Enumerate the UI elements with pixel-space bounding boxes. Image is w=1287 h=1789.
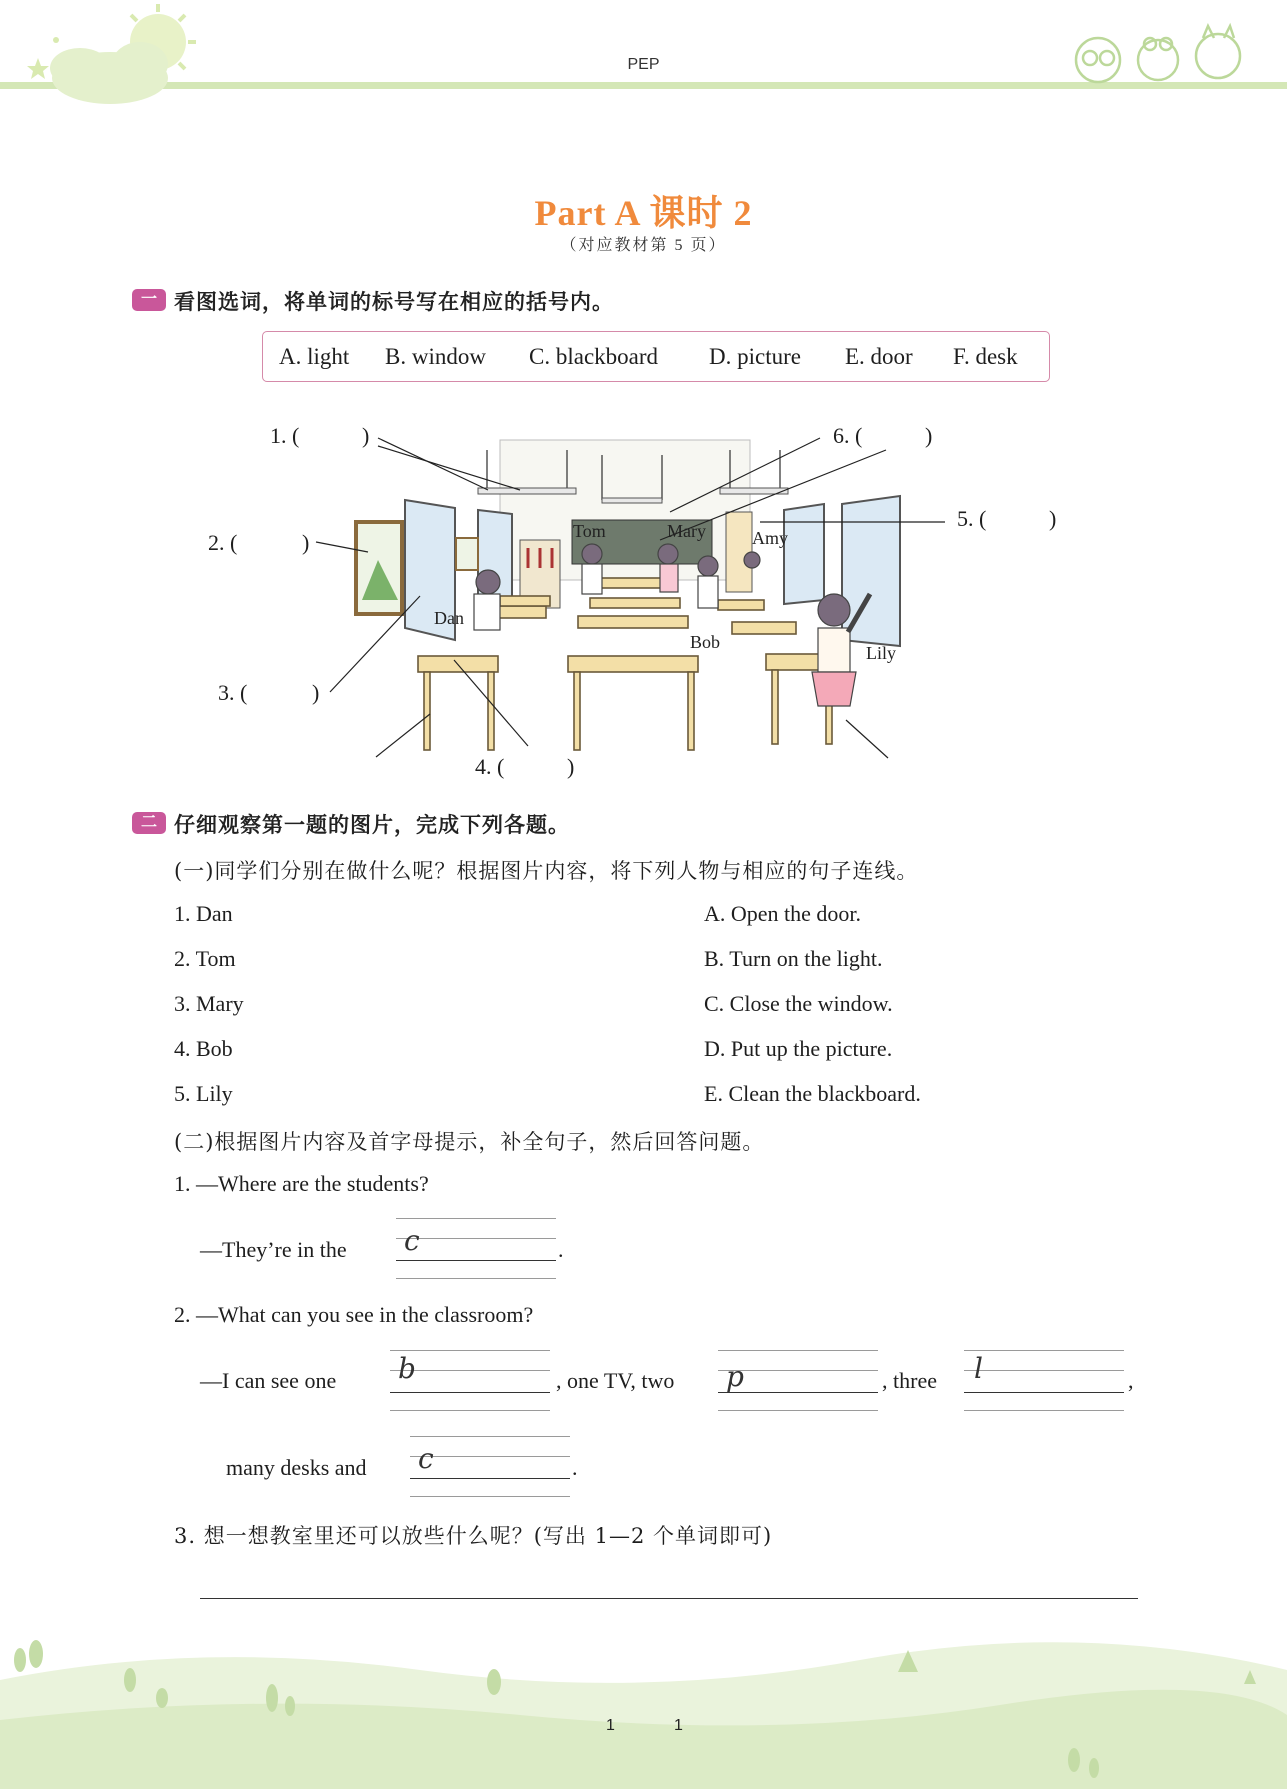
blank-5-close: ) <box>1049 506 1057 531</box>
light-fixture <box>602 498 662 503</box>
word-option: A. light <box>279 344 350 369</box>
person-item: 2. Tom <box>174 946 236 971</box>
word-option: F. desk <box>953 344 1018 369</box>
comma: , <box>1128 1368 1134 1393</box>
question-3: 3. 想一想教室里还可以放些什么呢？(写出 1—2 个单词即可) <box>174 1524 773 1548</box>
period: . <box>572 1455 578 1480</box>
person-item: 5. Lily <box>174 1081 233 1106</box>
answer-blank-q2-4[interactable] <box>410 1434 570 1498</box>
blank-1-label: 1. ( <box>270 423 300 448</box>
word-option: E. door <box>845 344 913 369</box>
blank-1-close: ) <box>362 423 370 448</box>
section-2-instruction: 仔细观察第一题的图片，完成下列各题。 <box>174 813 570 837</box>
answer-blank-q2-2[interactable] <box>718 1348 878 1412</box>
person-item: 1. Dan <box>174 901 233 926</box>
sentence-item: E. Clean the blackboard. <box>704 1081 921 1106</box>
question-2-answer-part-d: many desks and <box>226 1455 367 1480</box>
question-1-answer-prefix: —They’re in the <box>200 1237 347 1262</box>
blank-2-label: 2. ( <box>208 530 238 555</box>
hint-letter: l <box>974 1352 983 1385</box>
blank-6-label: 6. ( <box>833 423 863 448</box>
question-1: 1. —Where are the students? <box>174 1171 429 1196</box>
blank-2-close: ) <box>302 530 310 555</box>
page-title: Part A 课时 2 <box>534 193 753 233</box>
answer-line-q3[interactable] <box>200 1598 1138 1599</box>
hint-letter: b <box>398 1352 416 1385</box>
word-option: D. picture <box>709 344 801 369</box>
figure-name-amy: Amy <box>752 528 788 548</box>
section-1-instruction: 看图选词，将单词的标号写在相应的括号内。 <box>174 290 614 314</box>
word-option: B. window <box>385 344 486 369</box>
person-item: 3. Mary <box>174 991 244 1016</box>
page-number-right: 1 <box>674 1717 683 1734</box>
light-fixture <box>478 488 576 494</box>
blank-3-label: 3. ( <box>218 680 248 705</box>
question-2: 2. —What can you see in the classroom? <box>174 1302 534 1327</box>
page-number-left: 1 <box>606 1717 615 1734</box>
sentence-item: A. Open the door. <box>704 901 862 926</box>
section-2-badge: 二 <box>132 812 166 834</box>
classroom-illustration <box>0 0 1287 790</box>
period: . <box>558 1237 564 1262</box>
hint-letter: c <box>404 1224 420 1257</box>
answer-blank-q2-3[interactable] <box>964 1348 1124 1412</box>
blank-4-label: 4. ( <box>475 754 505 779</box>
hint-letter: c <box>418 1442 434 1475</box>
section-1-badge: 一 <box>132 289 166 311</box>
page-subtitle: （对应教材第 5 页） <box>560 237 727 254</box>
answer-blank-q2-1[interactable] <box>390 1348 550 1412</box>
part-2-instruction: (二)根据图片内容及首字母提示，补全句子，然后回答问题。 <box>174 1130 765 1154</box>
blank-4-close: ) <box>567 754 575 779</box>
part-1-instruction: (一)同学们分别在做什么呢？根据图片内容，将下列人物与相应的句子连线。 <box>174 859 919 883</box>
blank-6-close: ) <box>925 423 933 448</box>
person-item: 4. Bob <box>174 1036 233 1061</box>
figure-name-tom: Tom <box>573 521 606 541</box>
figure-name-lily: Lily <box>866 643 896 663</box>
figure-name-mary: Mary <box>667 521 706 541</box>
landscape-footer-decoration <box>0 1620 1287 1789</box>
question-2-answer-part-a: —I can see one <box>200 1368 337 1393</box>
hint-letter: p <box>726 1360 744 1393</box>
figure-name-dan: Dan <box>434 608 464 628</box>
sentence-item: B. Turn on the light. <box>704 946 883 971</box>
sentence-item: D. Put up the picture. <box>704 1036 893 1061</box>
blank-5-label: 5. ( <box>957 506 987 531</box>
question-2-answer-part-c: , three <box>882 1368 937 1393</box>
sentence-item: C. Close the window. <box>704 991 893 1016</box>
blank-3-close: ) <box>312 680 320 705</box>
door <box>726 512 752 592</box>
answer-blank-q1[interactable] <box>396 1216 556 1280</box>
header-label: PEP <box>627 56 660 73</box>
word-option: C. blackboard <box>529 344 659 369</box>
question-2-answer-part-b: , one TV, two <box>556 1368 675 1393</box>
figure-name-bob: Bob <box>690 632 721 652</box>
